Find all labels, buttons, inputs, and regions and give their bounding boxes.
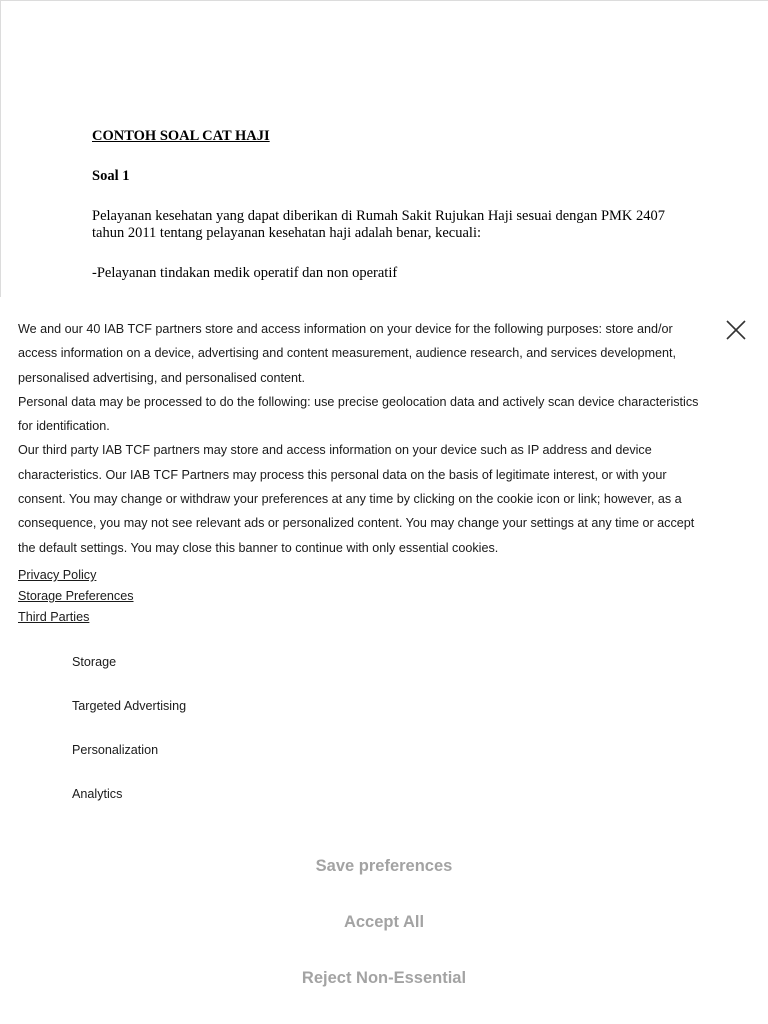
consent-paragraph-purposes: We and our 40 IAB TCF partners store and access information on your device for the following purposes: store and/or access information on a device, advertising and content measurement, audience research, and services development, personalised advertising, and personalised content. — [18, 322, 677, 385]
purpose-list — [72, 652, 186, 828]
purpose-personalization[interactable]: Personalization — [72, 743, 159, 757]
purpose-analytics[interactable]: Analytics — [72, 787, 123, 801]
document-title: CONTOH SOAL CAT HAJI — [92, 128, 270, 144]
document-paragraph: Pelayanan kesehatan yang dapat diberikan di Rumah Sakit Rujukan Haji sesuai dengan PMK 2407 tahun 2011 tentang pelayanan kesehatan haji adalah benar, kecuali: — [92, 208, 666, 241]
reject-non-essential-button[interactable]: Reject Non-Essential — [284, 964, 484, 992]
document-item: -Pelayanan tindakan medik operatif dan non operatif — [92, 265, 398, 281]
document-subtitle: Soal 1 — [92, 168, 130, 184]
cookie-consent-banner — [0, 297, 768, 1024]
accept-all-button[interactable]: Accept All — [284, 908, 484, 936]
save-preferences-button[interactable]: Save preferences — [284, 852, 484, 880]
third-parties-link[interactable]: Third Parties — [18, 610, 90, 624]
close-icon — [724, 318, 748, 342]
storage-preferences-link[interactable]: Storage Preferences — [18, 589, 134, 603]
consent-paragraph-partners: Our third party IAB TCF partners may store and access information on your device such as IP address and device characteristics. Our IAB TCF Partners may process this personal data on the basis of legitimate interest, or with your consent. You may change or withdraw your preferences at any time by clicking on the cookie icon or link; however, as a consequence, you may not see relevant ads or personalized content. You may change your settings at any time or accept the default settings. You may close this banner to continue with only essential cookies. — [18, 443, 695, 555]
document-content — [92, 128, 672, 282]
close-banner-button[interactable] — [724, 318, 748, 342]
consent-text — [18, 317, 708, 560]
purpose-targeted-advertising[interactable]: Targeted Advertising — [72, 699, 187, 713]
privacy-policy-link[interactable]: Privacy Policy — [18, 568, 97, 582]
document-page — [0, 0, 768, 300]
purpose-storage[interactable]: Storage — [72, 655, 117, 669]
consent-links — [18, 565, 134, 628]
consent-actions — [0, 852, 768, 992]
consent-paragraph-processing: Personal data may be processed to do the following: use precise geolocation data and actively scan device characteristics for identification. — [18, 394, 699, 434]
